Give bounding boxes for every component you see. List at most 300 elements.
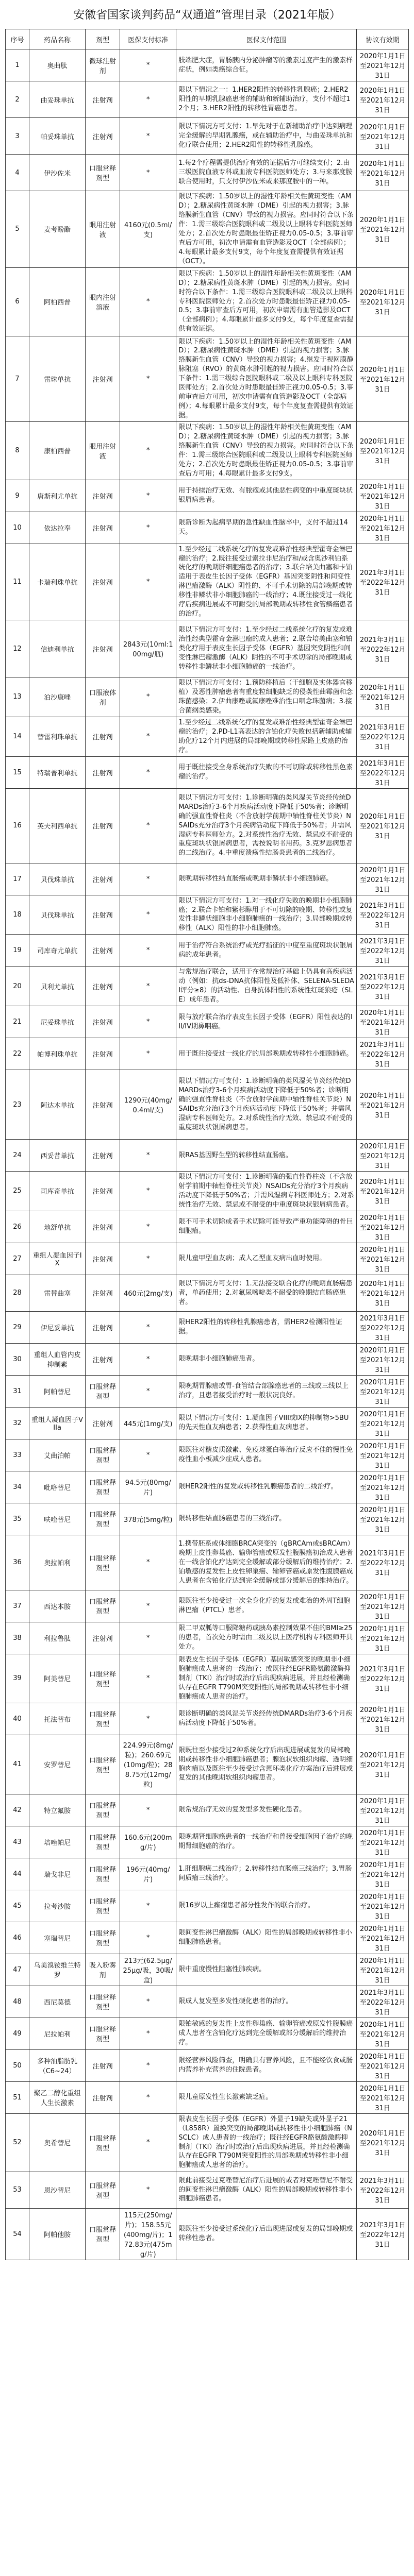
table-row (6, 1703, 409, 1735)
table-row (6, 895, 409, 935)
row-form: 注射剂 (86, 935, 120, 967)
row-index: 5 (6, 191, 29, 268)
row-index: 4 (6, 155, 29, 191)
row-drug-name: 托法替布 (29, 1703, 86, 1735)
row-index: 6 (6, 267, 29, 336)
row-form: 注射剂 (86, 81, 120, 118)
row-drug-name: 恩沙替尼 (29, 2172, 86, 2208)
row-period: 2020年1月1日至2021年12月31日 (357, 1622, 409, 1654)
row-form: 口服常释剂型 (86, 1590, 120, 1622)
row-price: * (120, 1590, 176, 1622)
row-period: 2020年1月1日至2021年12月31日 (357, 1703, 409, 1735)
row-scope: 1.携带胚系或体细胞BRCA突变的（gBRCAm或sBRCAm）晚期上皮性卵巢癌、输卵管癌或原发性腹膜癌初治成人患者在一线含铂化疗达到完全缓解或部分缓解后的维持治疗；2.铂敏感的复发性上皮性卵巢癌、输卵管癌或原发性腹膜癌成人患者在含铂化疗达到完全缓解或部分缓解后的维持治疗。 (176, 1535, 357, 1590)
row-scope: 1.至少经过二线系统化疗的复发或难治性经典型霍奇金淋巴瘤的治疗；2.既往接受过索拉非尼治疗和/或含奥沙利铂系统化疗的晚期肝细胞癌患者的治疗；3.联合培美曲塞和卡铂适用于表皮生长因子受体（EGFR）基因突变阴性和间变性淋巴瘤激酶（ALK）阴性的、不可手术切除的局部晚期或转移性非鳞状非小细胞肺癌的一线治疗；4.既往接受过一线化疗后疾病进展或不可耐受的局部晚期或转移性食管鳞癌患者的治疗。 (176, 544, 357, 620)
row-price: * (120, 1006, 176, 1038)
row-drug-name: 伊尼妥单抗 (29, 1311, 86, 1343)
row-period: 2020年1月1日至2021年12月31日 (357, 2113, 409, 2172)
row-period: 2020年1月1日至2021年12月31日 (357, 1375, 409, 1407)
row-drug-name: 替雷利珠单抗 (29, 717, 86, 756)
table-row (6, 1535, 409, 1590)
row-form: 口服常释剂型 (86, 1471, 120, 1503)
row-drug-name: 帕妥珠单抗 (29, 118, 86, 155)
row-scope: 限诊断明确的类风湿关节炎经传统DMARDs治疗3-6个月疾病活动度下降低于50%者。 (176, 1703, 357, 1735)
table-row (6, 155, 409, 191)
row-period: 2020年1月1日至2021年12月31日 (357, 1826, 409, 1858)
header-price: 医保支付标准 (120, 29, 176, 49)
row-index: 33 (6, 1439, 29, 1471)
row-scope: 限以下情况方可支付：1.至少经过二线系统化疗的复发或难治性经典型霍奇金淋巴瘤的成人患者；2.联合培美曲塞和铂类化疗用于表皮生长因子受体（EGFR）基因突变阴性和间变性淋巴瘤激酶（ALK）阴性的不可手术切除的局部晚期或转移性非鳞状非小细胞肺癌的一线治疗。 (176, 620, 357, 677)
table-row (6, 512, 409, 544)
row-drug-name: 阿帕他胺 (29, 2208, 86, 2260)
row-index: 3 (6, 118, 29, 155)
row-form: 注射剂 (86, 1140, 120, 1172)
row-scope: 限以下情况方可支付：1.对一线化疗失败的晚期非小细胞肺癌；2.联合卡铂和紫杉醇用于不可切除的晚期、转移性或复发性非鳞状细胞非小细胞肺癌的一线治疗；3.局部晚期或转移性（ALK）阳性的非小细胞肺癌。 (176, 895, 357, 935)
table-row (6, 1735, 409, 1794)
table-row (6, 118, 409, 155)
row-scope: 限既往至少接受过系统化疗后出现进展或复发的局部晚期或转移性患者。 (176, 2208, 357, 2260)
row-price: * (120, 2049, 176, 2081)
row-index: 39 (6, 1654, 29, 1703)
row-scope: 用于持续治疗无效、有脓疱或其他恶性病变的中重度斑块状银屑病患者。 (176, 480, 357, 512)
row-drug-name: 司库奇尤单抗 (29, 935, 86, 967)
row-scope: 限晚期非小细胞肺癌患者。 (176, 1343, 357, 1375)
row-form: 口服常释剂型 (86, 1703, 120, 1735)
row-drug-name: 呋喹替尼 (29, 1503, 86, 1535)
table-row (6, 1794, 409, 1826)
row-index: 15 (6, 756, 29, 788)
row-price: * (120, 895, 176, 935)
row-period: 2021年3月1日至2022年12月31日 (357, 1038, 409, 1070)
table-row (6, 1922, 409, 1954)
row-scope: 用于治疗符合系统治疗或光疗指征的中度至重度斑块状银屑病的成年患者。 (176, 935, 357, 967)
row-period: 2020年1月1日至2021年12月31日 (357, 1794, 409, 1826)
row-index: 35 (6, 1503, 29, 1535)
header-index: 序号 (6, 29, 29, 49)
row-index: 48 (6, 1986, 29, 2018)
row-price: * (120, 788, 176, 863)
row-scope: 限HER2阳性的复发或转移性乳腺癌患者的二线治疗。 (176, 1471, 357, 1503)
row-period: 2020年1月1日至2021年12月31日 (357, 1275, 409, 1311)
row-index: 8 (6, 421, 29, 480)
row-period: 2021年3月1日至2022年12月31日 (357, 756, 409, 788)
table-row (6, 1826, 409, 1858)
table-row (6, 788, 409, 863)
row-form: 注射剂 (86, 2049, 120, 2081)
row-period: 2020年1月1日至2021年12月31日 (357, 480, 409, 512)
row-form: 口服常释剂型 (86, 155, 120, 191)
row-form: 眼内注射溶液 (86, 267, 120, 336)
row-drug-name: 瑞戈非尼 (29, 1858, 86, 1890)
row-price: * (120, 49, 176, 81)
row-period: 2020年1月1日至2021年12月31日 (357, 2081, 409, 2113)
row-price: * (120, 756, 176, 788)
table-row (6, 480, 409, 512)
row-price: 160.6元(200mg/片) (120, 1826, 176, 1858)
row-period: 2020年1月1日至2021年12月31日 (357, 49, 409, 81)
row-scope: 用于既往接受过一线化疗的局部晚期或转移性小细胞肺癌。 (176, 1038, 357, 1070)
row-form: 口服常释剂型 (86, 1986, 120, 2018)
row-scope: 限儿童原发性生长激素缺乏症。 (176, 2081, 357, 2113)
row-period: 2020年1月1日至2021年12月31日 (357, 81, 409, 118)
row-price: * (120, 1439, 176, 1471)
row-scope: 限表皮生长因子受体（EGFR）基因敏感突变的晚期非小细胞肺癌成人患者的一线治疗；或既往经EGFR酪氨酸激酶抑制剂（TKI）治疗时或治疗后出现疾病进展，并且经检测确认存在EGFR T790M突变阳性的局部晚期或转移性非小细胞肺癌成人患者的治疗。 (176, 1654, 357, 1703)
row-form: 口服常释剂型 (86, 1439, 120, 1471)
row-scope: 限以下情况方可支付：1.诊断明确的类风湿关节炎经传统DMARDs治疗3-6个月疾病活动度下降低于50%者；诊断明确的强直性脊柱炎（不含放射学前期中轴性脊柱关节炎）NSAIDs充分治疗3个月疾病活动度下降低于50%者；并需风湿病专科医师处方。2.对系统性治疗无效、禁忌或不耐受的重度斑块状银屑病患者，需按说明书用药。3.克罗恩病患者的二线治疗。4.中重度溃疡性结肠炎患者的二线治疗。 (176, 788, 357, 863)
row-drug-name: 重组人凝血因子VIIa (29, 1407, 86, 1439)
table-row (6, 1986, 409, 2018)
row-scope: 肢端肥大症，胃肠胰内分泌肿瘤等的激素过度产生的激素样症状，例如类癌综合征。 (176, 49, 357, 81)
row-price: * (120, 863, 176, 895)
table-row (6, 421, 409, 480)
row-period: 2020年1月1日至2021年12月31日 (357, 1006, 409, 1038)
row-period: 2020年1月1日至2021年12月31日 (357, 155, 409, 191)
row-scope: 限以下疾病：1.50岁以上的湿性年龄相关性黄斑变性（AMD）；2.糖尿病性黄斑水肿（DME）引起的视力损害；3.脉络膜新生血管（CNV）导致的视力损害。应同时符合以下条件：1.需三级综合医院眼科或二级及以上眼科专科医院医师处方；2.首次处方时患眼最佳矫正视力0.05-0.5；3.事前审查后方可用；4.每眼累计最多支付9支。 (176, 421, 357, 480)
row-index: 25 (6, 1172, 29, 1211)
row-form: 口服常释剂型 (86, 1858, 120, 1890)
row-price: * (120, 717, 176, 756)
row-index: 41 (6, 1735, 29, 1794)
row-index: 12 (6, 620, 29, 677)
row-drug-name: 西尼莫德 (29, 1986, 86, 2018)
row-index: 32 (6, 1407, 29, 1439)
row-price: * (120, 1622, 176, 1654)
row-index: 38 (6, 1622, 29, 1654)
row-price: 378元(5mg/粒) (120, 1503, 176, 1535)
header-period: 协议有效期 (357, 29, 409, 49)
row-scope: 限常规治疗无效的复发型多发性硬化患者。 (176, 1794, 357, 1826)
row-index: 34 (6, 1471, 29, 1503)
row-form: 微球注射剂 (86, 49, 120, 81)
row-scope: 限表皮生长因子受体（EGFR）外显子19缺失或外显子21（L858R）置换突变的局部晚期或转移性非小细胞肺癌（NSCLC）成人患者的一线治疗；既往经EGFR酪氨酸激酶抑制剂（TKI）治疗时或治疗后出现疾病进展，并且经检测确认存在EGFR T790M突变阳性的局部晚期或转移性非小细胞肺癌成人患者的治疗。 (176, 2113, 357, 2172)
row-drug-name: 吡咯替尼 (29, 1471, 86, 1503)
row-drug-name: 司库奇单抗 (29, 1172, 86, 1211)
table-row (6, 620, 409, 677)
row-drug-name: 唐斯利尤单抗 (29, 480, 86, 512)
row-index: 2 (6, 81, 29, 118)
table-row (6, 1590, 409, 1622)
row-form: 吸入粉雾剂 (86, 1954, 120, 1986)
row-form: 注射剂 (86, 512, 120, 544)
table-row (6, 1343, 409, 1375)
row-price: * (120, 1375, 176, 1407)
row-index: 10 (6, 512, 29, 544)
table-row (6, 1311, 409, 1343)
row-scope: 1.肝细胞癌二线治疗；2.转移性结直肠癌三线治疗；3.胃肠间质瘤三线治疗。 (176, 1858, 357, 1890)
row-drug-name: 泊沙康唑 (29, 677, 86, 717)
row-form: 注射剂 (86, 480, 120, 512)
row-scope: 限以下情况方可支付：1.早先对于在新辅助治疗中达到病理完全缓解的早期乳腺癌，或在辅助治疗中，与曲妥珠单抗和化疗联合使用；2.HER2阳性的转移性乳腺癌。 (176, 118, 357, 155)
row-price: * (120, 677, 176, 717)
row-price: 2843元(10ml:100mg/瓶) (120, 620, 176, 677)
row-price: 4160元(0.5ml/支) (120, 191, 176, 268)
row-form: 注射剂 (86, 1211, 120, 1243)
row-price: * (120, 544, 176, 620)
table-row (6, 863, 409, 895)
row-form: 口服常释剂型 (86, 2018, 120, 2049)
row-index: 52 (6, 2113, 29, 2172)
row-form: 口服常释剂型 (86, 1890, 120, 1922)
row-price: * (120, 1703, 176, 1735)
header-form: 剂型 (86, 29, 120, 49)
row-form: 口服常释剂型 (86, 2172, 120, 2208)
row-form: 眼用注射液 (86, 191, 120, 268)
table-row (6, 717, 409, 756)
row-scope: 限RAS基因野生型的转移性结直肠癌。 (176, 1140, 357, 1172)
row-scope: 限以下情况方可支付：1.无法接受联合化疗的晚期直肠癌患者，单药使用；2.对氟尿嘧啶类不耐受的晚期结直肠癌患者。 (176, 1275, 357, 1311)
row-period: 2020年1月1日至2021年12月31日 (357, 677, 409, 717)
row-period: 2020年1月1日至2021年12月31日 (357, 1343, 409, 1375)
row-scope: 限晚期肾细胞癌患者的一线治疗和曾接受细胞因子治疗的晚期肾细胞癌的治疗。 (176, 1826, 357, 1858)
row-drug-name: 阿柏西普 (29, 267, 86, 336)
row-form: 注射剂 (86, 1622, 120, 1654)
row-drug-name: 特立氟胺 (29, 1794, 86, 1826)
row-scope: 限二甲双胍等口服降糖药或胰岛素控制效果不佳的BMI≥25的患者，首次处方时需由二级及以上医疗机构专科医师开具处方。 (176, 1622, 357, 1654)
row-scope: 限以下情况方可支付：1.凝血因子VIII或IX的抑制物>5BU的先天性血友病患者；2.获得性血友病患者。 (176, 1407, 357, 1439)
row-period: 2021年3月1日至2022年12月31日 (357, 1654, 409, 1703)
row-index: 7 (6, 336, 29, 421)
row-index: 23 (6, 1070, 29, 1140)
row-drug-name: 奥曲肽 (29, 49, 86, 81)
table-row (6, 2049, 409, 2081)
row-form: 注射剂 (86, 1038, 120, 1070)
row-scope: 限新诊断为起病早期的急性缺血性脑卒中，支付不超过14天。 (176, 512, 357, 544)
row-form: 注射剂 (86, 788, 120, 863)
row-period: 2020年1月1日至2021年12月31日 (357, 1471, 409, 1503)
row-drug-name: 塞瑞替尼 (29, 1922, 86, 1954)
row-price: 115元(250mg/片)；158.55元(400mg/片)；172.83元(475mg/片) (120, 2208, 176, 2260)
row-index: 21 (6, 1006, 29, 1038)
row-scope: 限与放疗联合治疗表皮生长因子受体（EGFR）阳性表达的III/IV期鼻咽癌。 (176, 1006, 357, 1038)
table-row (6, 81, 409, 118)
row-period: 2020年1月1日至2021年12月31日 (357, 1439, 409, 1471)
row-index: 40 (6, 1703, 29, 1735)
table-row (6, 1172, 409, 1211)
row-form: 注射剂 (86, 1243, 120, 1275)
row-form: 口服常释剂型 (86, 1735, 120, 1794)
row-scope: 限以下情况方可支付：1.诊断明确的强直性脊柱炎（不含放射学前期中轴性脊柱关节炎）NSAIDs充分治疗3个月疾病活动度下降低于50%者；并需风湿病专科医师处方；2.对系统性治疗无效、禁忌或不耐受的中重度斑块状银屑病患者。 (176, 1172, 357, 1211)
table-row (6, 935, 409, 967)
table-row (6, 1243, 409, 1275)
row-drug-name: 尼妥珠单抗 (29, 1006, 86, 1038)
table-row (6, 267, 409, 336)
row-form: 眼用注射液 (86, 421, 120, 480)
row-form: 注射剂 (86, 1343, 120, 1375)
row-period: 2021年3月1日至2022年12月31日 (357, 967, 409, 1006)
row-drug-name: 卡瑞利珠单抗 (29, 544, 86, 620)
row-form: 注射剂 (86, 717, 120, 756)
row-scope: 1.至少经过二线系统化疗的复发或难治性经典型霍奇金淋巴瘤的治疗；2.PD-L1高表达的含铂化疗失败包括新辅助或辅助化疗12个月内进展的局部晚期或转移性尿路上皮癌的治疗。 (176, 717, 357, 756)
row-period: 2021年3月1日至2022年12月31日 (357, 544, 409, 620)
row-period: 2021年3月1日至2022年12月31日 (357, 717, 409, 756)
table-row (6, 1006, 409, 1038)
document-title: 安徽省国家谈判药品“双通道”管理目录（2021年版） (73, 9, 341, 22)
row-index: 47 (6, 1954, 29, 1986)
table-row (6, 336, 409, 421)
row-form: 注射剂 (86, 620, 120, 677)
row-price: * (120, 1922, 176, 1954)
row-price: * (120, 2018, 176, 2049)
row-index: 45 (6, 1890, 29, 1922)
table-row (6, 1471, 409, 1503)
table-row (6, 2081, 409, 2113)
row-scope: 限以下疾病：1.50岁以上的湿性年龄相关性黄斑变性（AMD）；2.糖尿病性黄斑水肿（DME）引起的视力损害；3.脉络膜新生血管（CNV）导致的视力损害；4.继发于视网膜静脉阻塞（RVO）的黄斑水肿引起的视力损害。应同时符合以下条件：1.需三级综合医院眼科或二级及以上眼科专科医院医师处方；2.首次处方时患眼最佳矫正视力0.05-0.5；3.事前审查后方可用，初次申请需有血管造影及OCT（全部病例）；4.每眼累计最多支付9支，每个年度复查需提供有效证据。 (176, 336, 357, 421)
table-row (6, 2208, 409, 2260)
row-drug-name: 地舒单抗 (29, 1211, 86, 1243)
row-drug-name: 重组人凝血因子IX (29, 1243, 86, 1275)
row-price: * (120, 2081, 176, 2113)
row-price: 94.5元(80mg/片) (120, 1471, 176, 1503)
row-index: 17 (6, 863, 29, 895)
row-scope: 限既往对糖皮质激素、免疫球蛋白等治疗反应不佳的慢性免疫性血小板减少症成人患者。 (176, 1439, 357, 1471)
row-price: * (120, 480, 176, 512)
row-period: 2020年1月1日至2021年12月31日 (357, 1954, 409, 1986)
row-index: 16 (6, 788, 29, 863)
row-index: 44 (6, 1858, 29, 1890)
row-form: 口服常释剂型 (86, 1654, 120, 1703)
row-scope: 限成人复发型多发性硬化患者的治疗。 (176, 1986, 357, 2018)
row-scope: 限经营养风险筛查，明确具有营养风险，且不能经饮食或肠内营养补充营养的住院患者。 (176, 2049, 357, 2081)
row-price: 224.99元(8mg/粒)；260.69元(10mg/粒)；288.75元(12mg/粒) (120, 1735, 176, 1794)
row-drug-name: 雷珠单抗 (29, 336, 86, 421)
row-period: 2020年1月1日至2021年12月31日 (357, 863, 409, 895)
row-index: 31 (6, 1375, 29, 1407)
row-form: 注射剂 (86, 118, 120, 155)
row-scope: 限以下情况方可支付：1.预防移植后（干细胞及实体器官移植）及恶性肿瘤患者有重度粒细胞缺乏的侵袭性曲霉菌和念珠菌感染；2.伊曲康唑或氟康唑难治性口咽念珠菌病；3.接合菌纲类感染。 (176, 677, 357, 717)
row-scope: 用于既往接受全身系统治疗失败的不可切除或转移性黑色素瘤的治疗。 (176, 756, 357, 788)
row-period: 2020年1月1日至2021年12月31日 (357, 1172, 409, 1211)
row-price: * (120, 2113, 176, 2172)
row-drug-name: 阿帕替尼 (29, 1375, 86, 1407)
header-drug-name: 药品名称 (29, 29, 86, 49)
row-form: 注射剂 (86, 1070, 120, 1140)
row-index: 29 (6, 1311, 29, 1343)
row-price: * (120, 336, 176, 421)
table-row (6, 1654, 409, 1703)
header-scope: 医保支付范围 (176, 29, 357, 49)
row-scope: 限儿童甲型血友病；成人乙型血友病出血时使用。 (176, 1243, 357, 1275)
row-drug-name: 拉考沙胺 (29, 1890, 86, 1922)
row-scope: 限以下疾病：1.50岁以上的湿性年龄相关性黄斑变性（AMD）；2.糖尿病性黄斑水肿（DME）引起的视力损害；3.脉络膜新生血管（CNV）导致的视力损害。应同时符合以下条件：1.需三级综合医院眼科或二级及以上眼科专科医院医师处方；2.首次处方时患眼最佳矫正视力0.05-0.5；3.事前审查后方可用，初次申请需有血管造影及OCT（全部病例）；4.每眼累计最多支付9支，每个年度复查需提供有效证据（OCT）。 (176, 191, 357, 268)
row-form: 注射剂 (86, 1006, 120, 1038)
row-price: * (120, 1794, 176, 1826)
row-form: 注射剂 (86, 1407, 120, 1439)
row-price: * (120, 967, 176, 1006)
row-drug-name: 贝伐珠单抗 (29, 895, 86, 935)
row-index: 9 (6, 480, 29, 512)
table-body (6, 49, 409, 2260)
table-header-row (6, 29, 409, 49)
row-index: 51 (6, 2081, 29, 2113)
row-period: 2020年1月1日至2021年12月31日 (357, 2018, 409, 2049)
row-form: 口服液体剂 (86, 677, 120, 717)
row-price: * (120, 1140, 176, 1172)
row-drug-name: 乌美溴铵维兰特罗 (29, 1954, 86, 1986)
row-scope: 限既往至少接受过一次全身化疗的复发或难治的外周T细胞淋巴瘤（PTCL）患者。 (176, 1590, 357, 1622)
row-drug-name: 多种油脂肪乳（C6~24） (29, 2049, 86, 2081)
row-price: * (120, 1211, 176, 1243)
row-scope: 限铂敏感的复发性上皮性卵巢癌、输卵管癌或原发性腹膜癌成人患者在含铂化疗达到完全缓解或部分缓解后的维持治疗。 (176, 2018, 357, 2049)
row-price: 1290元(40mg/0.4ml/支) (120, 1070, 176, 1140)
row-scope: 限间变性淋巴瘤激酶（ALK）阳性的局部晚期或转移性非小细胞肺癌患者。 (176, 1922, 357, 1954)
row-index: 36 (6, 1535, 29, 1590)
row-form: 注射剂 (86, 1275, 120, 1311)
row-price: * (120, 2172, 176, 2208)
table-row (6, 191, 409, 268)
row-period: 2020年1月1日至2021年12月31日 (357, 2049, 409, 2081)
row-period: 2020年1月1日至2021年12月31日 (357, 336, 409, 421)
row-price: * (120, 1343, 176, 1375)
row-scope: 限此前接受过克唑替尼治疗后进展的或者对克唑替尼不耐受的间变性淋巴瘤激酶（ALK）阳性的局部晚期或转移性非小细胞肺癌患者。 (176, 2172, 357, 2208)
table-row (6, 1275, 409, 1311)
table-row (6, 756, 409, 788)
row-index: 18 (6, 895, 29, 935)
row-price: * (120, 1535, 176, 1590)
row-scope: 限转移性结直肠癌患者的三线治疗。 (176, 1503, 357, 1535)
row-price: 460元(2mg/支) (120, 1275, 176, 1311)
row-form: 注射剂 (86, 756, 120, 788)
row-form: 口服常释剂型 (86, 1535, 120, 1590)
row-index: 11 (6, 544, 29, 620)
row-period: 2020年1月1日至2021年12月31日 (357, 1858, 409, 1890)
row-index: 30 (6, 1343, 29, 1375)
row-period: 2020年1月1日至2021年12月31日 (357, 1243, 409, 1275)
row-scope: 限16岁以上癫痫患者部分性发作的联合治疗。 (176, 1890, 357, 1922)
row-period: 2020年1月1日至2021年12月31日 (357, 1070, 409, 1140)
table-row (6, 2113, 409, 2172)
row-period: 2021年3月1日至2022年12月31日 (357, 1311, 409, 1343)
row-period: 2020年1月1日至2021年12月31日 (357, 1503, 409, 1535)
table-row (6, 544, 409, 620)
row-period: 2021年3月1日至2022年12月31日 (357, 1986, 409, 2018)
table-row (6, 2018, 409, 2049)
row-form: 口服常释剂型 (86, 1794, 120, 1826)
drug-catalog-table (5, 29, 409, 2260)
row-index: 19 (6, 935, 29, 967)
row-drug-name: 奥希替尼 (29, 2113, 86, 2172)
row-price: * (120, 118, 176, 155)
row-period: 2020年1月1日至2021年12月31日 (357, 1407, 409, 1439)
table-row (6, 1439, 409, 1471)
row-index: 22 (6, 1038, 29, 1070)
row-form: 注射剂 (86, 336, 120, 421)
row-price: 196元(40mg/片) (120, 1858, 176, 1890)
row-scope: 限HER2阳性的转移性乳腺癌患者，需HER2检测阳性证据。 (176, 1311, 357, 1343)
row-scope: 限中重度慢性阻塞性肺疾病。 (176, 1954, 357, 1986)
row-scope: 限以下情况之一：1.HER2阳性的转移性乳腺癌；2.HER2阳性的早期乳腺癌患者的辅助和新辅助治疗，支付不超过12个月；3.HER2阳性的转移性胃癌患者。 (176, 81, 357, 118)
row-drug-name: 培唑帕尼 (29, 1826, 86, 1858)
row-drug-name: 雷替曲塞 (29, 1275, 86, 1311)
table-row (6, 677, 409, 717)
row-drug-name: 麦考酚酯 (29, 191, 86, 268)
table-row (6, 1858, 409, 1890)
row-scope: 1.每2个疗程需提供治疗有效的证据后方可继续支付；2.由三级医院血液专科或血液专科医院医师处方；3.与来那度胺联合使用时，只支付伊沙佐米或来那度胺中的一种。 (176, 155, 357, 191)
row-index: 46 (6, 1922, 29, 1954)
row-period: 2021年3月1日至2022年12月31日 (357, 620, 409, 677)
row-form: 注射剂 (86, 2081, 120, 2113)
row-period: 2021年3月1日至2022年12月31日 (357, 2208, 409, 2260)
row-period: 2021年3月1日至2022年12月31日 (357, 935, 409, 967)
row-form: 注射剂 (86, 895, 120, 935)
row-period: 2020年1月1日至2021年12月31日 (357, 421, 409, 480)
row-index: 42 (6, 1794, 29, 1826)
row-drug-name: 阿美替尼 (29, 1654, 86, 1703)
row-scope: 限晚期转移性结直肠癌或晚期非鳞状非小细胞肺癌。 (176, 863, 357, 895)
row-drug-name: 贝利尤单抗 (29, 967, 86, 1006)
row-drug-name: 西妥昔单抗 (29, 1140, 86, 1172)
row-index: 14 (6, 717, 29, 756)
row-price: 213元(62.5μg/25μg/吸，30吸/盒) (120, 1954, 176, 1986)
row-drug-name: 聚乙二醇化重组人生长激素 (29, 2081, 86, 2113)
